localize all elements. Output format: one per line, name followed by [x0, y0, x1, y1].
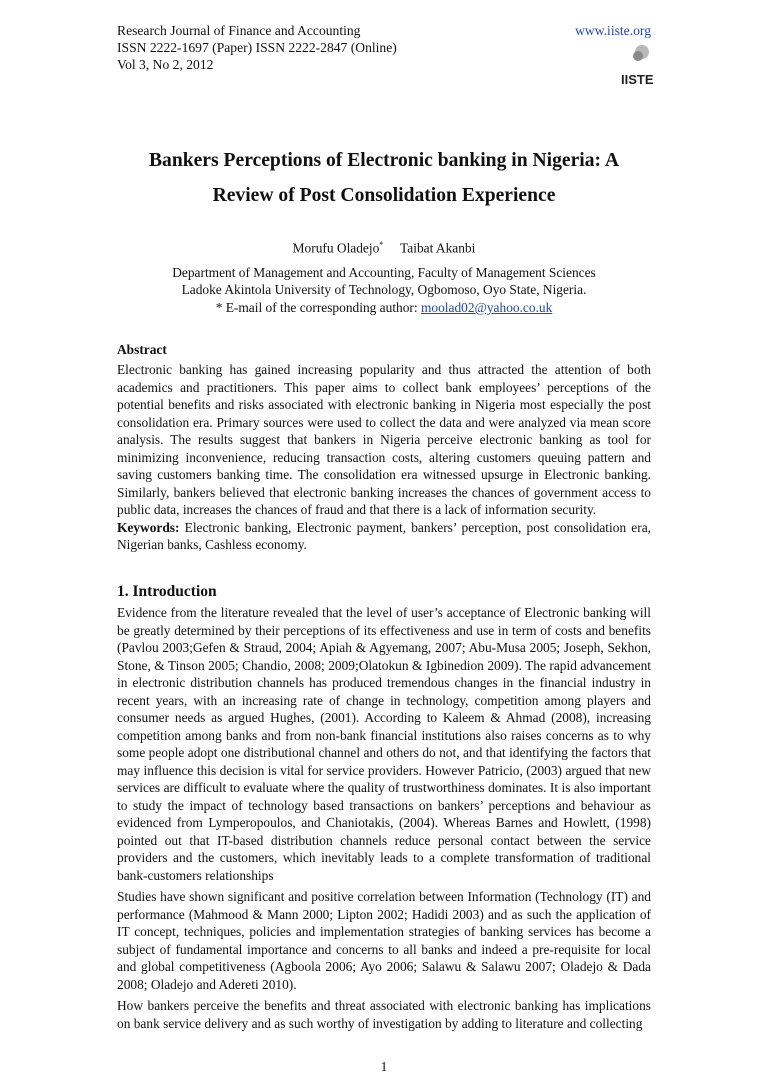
- journal-url-link[interactable]: www.iiste.org: [575, 23, 651, 38]
- affiliation-line-2: Ladoke Akintola University of Technology, Ogbomoso, Oyo State, Nigeria.: [181, 282, 587, 297]
- introduction-heading: 1. Introduction: [117, 583, 217, 600]
- journal-issn: ISSN 2222-1697 (Paper) ISSN 2222-2847 (Online): [117, 40, 397, 55]
- title-line-2: Review of Post Consolidation Experience: [212, 185, 556, 206]
- keywords-paragraph: [117, 519, 651, 554]
- abstract-body: [117, 361, 651, 554]
- journal-volume: Vol 3, No 2, 2012: [117, 57, 214, 72]
- author-list: [117, 240, 651, 256]
- abstract-heading: Abstract: [117, 342, 167, 357]
- svg-text:IISTE: IISTE: [621, 72, 654, 87]
- corresponding-mark: *: [379, 240, 384, 249]
- introduction-paragraph-1: Evidence from the literature revealed that the level of user’s acceptance of Electronic banking will be greatly determined by their perceptions of its effectiveness and use in term of costs and benefits (Pavlou 2003;Gefen & Straud, 2004; Apiah & Agyemang, 2007; Abu-Musa 2005; Joseph, Sekhon, Stone, & Tinson 2005; Chandio, 2008; 2009;Olatokun & Igbinedion 2009). The rapid advancement in electronic distribution channels has produced tremendous changes in the financial industry in recent years, with an increasing rate of change in technology, competition among players and consumer needs as argued Hughes, (2001). According to Kaleem & Ahmad (2008), increasing competition among banks and from non-bank financial institutions also raises concerns as to why some people adopt one distributional channel and others do not, and that identifying the factors that may influence this decision is vital for service providers. However Patricio, (2003) argued that new services are difficult to evaluate where the quality of trustworthiness dominates. It is also important to study the impact of technology based transactions on bankers’ perceptions and behaviour as evidenced from Lymperopoulos, and Chaniotakis, (2004). Whereas Barnes and Howlett, (1998) pointed out that IT-based distribution channels reduce personal contact between the service providers and the customers, which inevitably leads to a complete transformation of traditional bank-customers relationships: [117, 605, 651, 883]
- affiliation-line-1: Department of Management and Accounting, Faculty of Management Sciences: [172, 265, 596, 280]
- author-2: Taibat Akanbi: [400, 240, 476, 256]
- keywords-text: Electronic banking, Electronic payment, bankers’ perception, post consolidation era, Nigerian banks, Cashless economy.: [117, 519, 651, 552]
- paper-title: [100, 143, 668, 213]
- page-number: 1: [380, 1059, 388, 1074]
- introduction-paragraph-3: How bankers perceive the benefits and threat associated with electronic banking has implications on bank service delivery and as such worthy of investigation by adding to literature and collecting: [117, 998, 651, 1031]
- journal-name: Research Journal of Finance and Accounting: [117, 23, 361, 38]
- introduction-paragraph-2: Studies have shown significant and positive correlation between Information (Technology (IT) and performance (Mahmood & Mann 2000; Lipton 2002; Hadidi 2003) and as such the application of IT concept, techniques, policies and implementation strategies of banking services has become a subject of fundamental importance and concerns to all banks and indeed a pre-requisite for local and global competitiveness (Agboola 2006; Ayo 2006; Salawu & Salawu 2007; Oladejo & Dada 2008; Oladejo and Adereti 2010).: [117, 889, 651, 992]
- email-link[interactable]: moolad02@yahoo.co.uk: [420, 300, 553, 315]
- keywords-label: Keywords:: [117, 519, 180, 535]
- abstract-text: Electronic banking has gained increasing popularity and thus attracted the attention of both academics and practitioners. This paper aims to collect bank employees’ perceptions of the potential benefits and risks associated with electronic banking in Nigeria most especially the post consolidation era. Primary sources were used to collect the data and were analyzed via mean score analysis. The results suggest that bankers in Nigeria perceive electronic banking as tool for minimizing inconvenience, reducing transaction costs, altering customers queuing pattern and saving customers banking time. The consolidation era witnessed upsurge in Electronic banking. Similarly, bankers believed that electronic banking increases the chances of government access to public data, increases the chances of fraud and that there is a lack of information security.: [117, 362, 651, 517]
- introduction-body: [117, 604, 651, 1032]
- title-line-1: Bankers Perceptions of Electronic banking in Nigeria: A: [148, 150, 620, 171]
- author-1: Morufu Oladejo: [292, 240, 380, 256]
- email-label: * E-mail of the corresponding author:: [215, 300, 418, 315]
- journal-header: [117, 22, 651, 73]
- iiste-logo: [620, 38, 654, 94]
- corresponding-email: [117, 300, 651, 316]
- affiliation: [117, 264, 651, 298]
